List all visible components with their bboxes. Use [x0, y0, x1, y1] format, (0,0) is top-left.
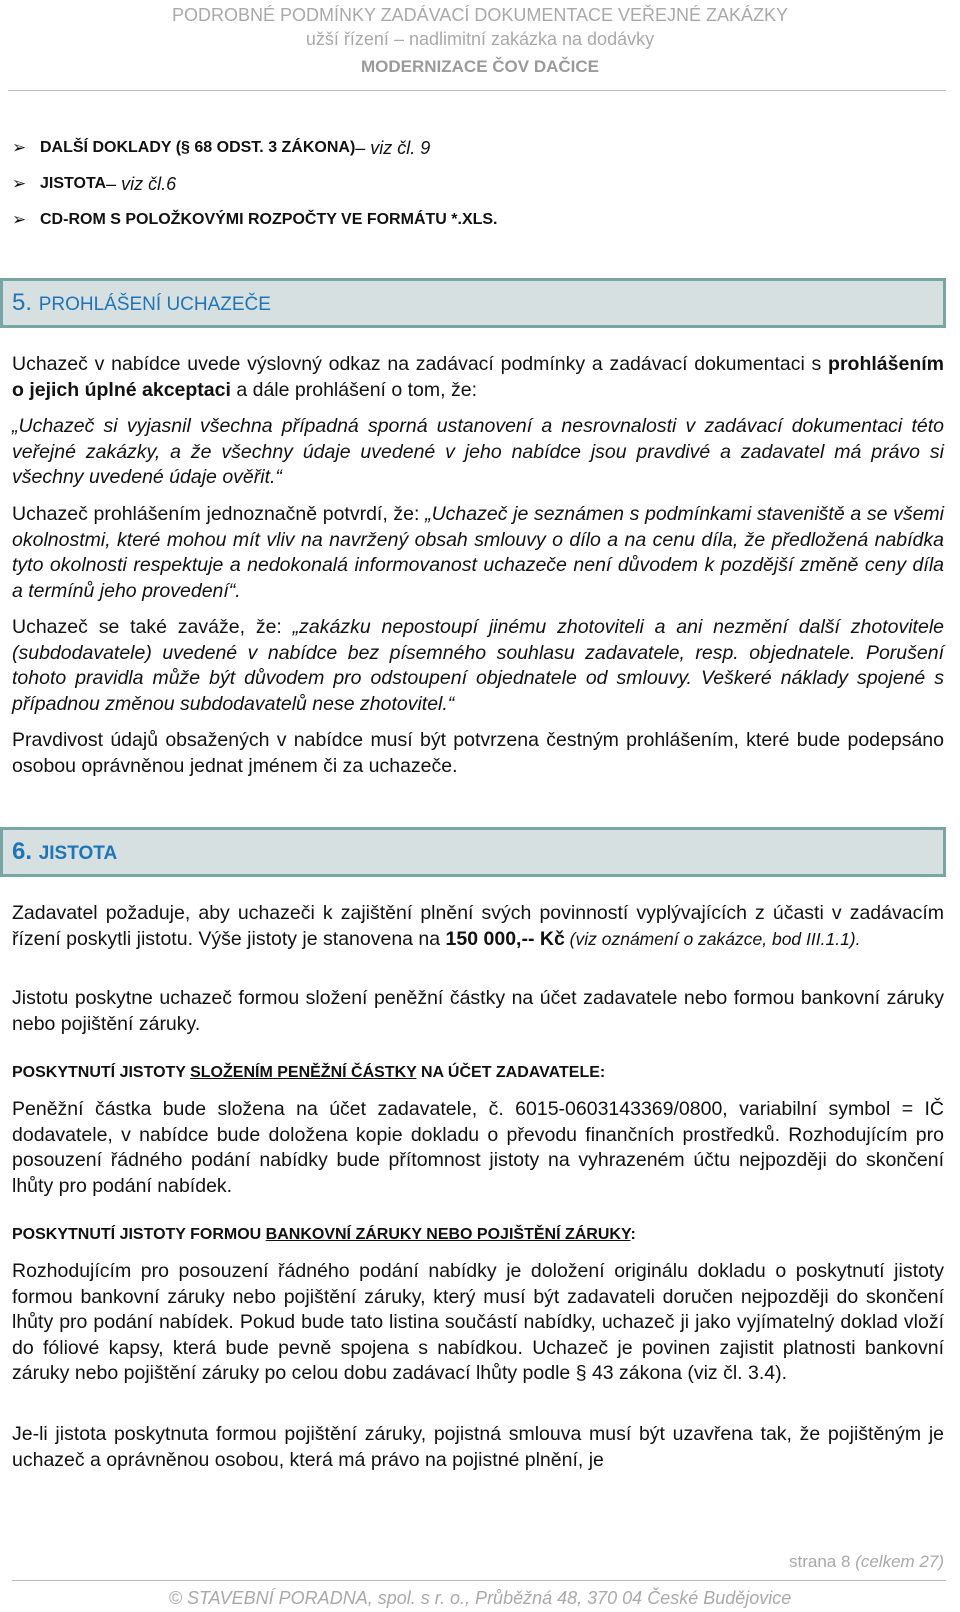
footer-rule — [12, 1580, 946, 1581]
arrow-bullet-icon: ➢ — [12, 210, 27, 229]
text-underlined: BANKOVNÍ ZÁRUKY NEBO POJIŠTĚNÍ ZÁRUKY — [265, 1226, 631, 1243]
bullet-rest: – viz čl. 9 — [355, 138, 431, 158]
subheading-bank-guarantee — [12, 1223, 944, 1247]
page-header — [0, 0, 960, 92]
text: Uchazeč prohlášením jednoznačně potvrdí, že: — [12, 503, 426, 525]
page-number — [789, 1552, 944, 1572]
text: POSKYTNUTÍ JISTOTY — [12, 1064, 191, 1081]
text: Uchazeč se také zaváže, že: — [12, 616, 293, 638]
arrow-bullet-icon: ➢ — [12, 138, 27, 157]
section-5-paragraph-5: Pravdivost údajů obsažených v nabídce musí být potvrzena čestným prohlášením, které bude podepsáno osobou oprávněnou jednat jménem či za uchazeče. — [12, 729, 944, 777]
text-bold: prohlášením o jejich úplné akceptaci — [12, 353, 944, 401]
text: POSKYTNUTÍ JISTOTY FORMOU — [12, 1226, 266, 1243]
header-project-title: MODERNIZACE ČOV DAČICE — [360, 57, 599, 76]
text: : — [630, 1226, 636, 1243]
text: Uchazeč v nabídce uvede výslovný odkaz na zadávací podmínky a zadávací dokumentaci s — [12, 353, 829, 375]
bullet-bold: CD-ROM S POLOŽKOVÝMI ROZPOČTY VE FORMÁTU *.XLS. — [40, 211, 498, 228]
page-footer: © STAVEBNÍ PORADNA, spol. s r. o., Průběžná 48, 370 04 České Budějovice — [168, 1588, 792, 1608]
page-total: (celkem 27) — [855, 1552, 944, 1571]
list-item — [12, 202, 944, 238]
bullet-rest: – viz čl.6 — [106, 174, 177, 194]
arrow-bullet-icon: ➢ — [12, 174, 27, 193]
header-rule — [8, 90, 946, 91]
text: NA ÚČET ZADAVATELE: — [416, 1064, 606, 1081]
section-6-heading — [0, 827, 946, 877]
header-line-2: užší řízení – nadlimitní zakázka na dodávky — [305, 29, 655, 49]
section-5-heading — [0, 278, 946, 328]
bullet-bold: DALŠÍ DOKLADY (§ 68 ODST. 3 ZÁKONA) — [40, 139, 356, 156]
section-5-title: PROHLÁŠENÍ UCHAZEČE — [38, 294, 271, 315]
text: a dále prohlášení o tom, že: — [230, 378, 477, 401]
section-6-paragraph-3: Peněžní částka bude složena na účet zadavatele, č. 6015-0603143369/0800, variabilní symbol = IČ dodavatele, v nabídce bude doložena kopie dokladu o převodu finančních prostředků. Rozhodujícím pro posouzení řádného podání nabídky bude přítomnost jistoty na vyhrazeném účtu nejpozději do skončení lhůty pro podání nabídek. — [12, 1098, 944, 1197]
text-underlined: SLOŽENÍM PENĚŽNÍ ČÁSTKY — [190, 1064, 417, 1081]
section-5-paragraph-3 — [12, 502, 944, 604]
text: Zadavatel požaduje, aby uchazeči k zajištění plnění svých povinností vyplývajících z účasti v zadávacím řízení poskytli jistotu. Výše jistoty je stanovena na — [12, 902, 944, 950]
section-5-paragraph-1 — [12, 352, 944, 403]
text-italic: „Uchazeč je seznámen s podmínkami staveniště a se všemi okolnostmi, které mohou mít vliv na navržený obsah smlouvy o dílo a na cenu díla, že předložená nabídka tyto okolnosti respektuje a nedokonalá informovanost uchazeče není důvodem k pozdější změně ceny díla a termínů jeho provedení“. — [12, 503, 944, 602]
section-6-paragraph-1 — [12, 901, 944, 952]
text-italic: (viz oznámení o zakázce, bod III.1.1). — [564, 928, 861, 949]
bullet-list-wrapper — [12, 130, 944, 238]
section-5-paragraph-2: „Uchazeč si vyjasnil všechna případná sporná ustanovení a nesrovnalosti v zadávací dokumentaci této veřejné zakázky, a že všechny údaje uvedené v jeho nabídce jsou pravdivé a zadavatel má právo si všechny uvedené údaje ověřit.“ — [12, 415, 944, 489]
section-6-title: JISTOTA — [38, 843, 118, 864]
text-italic: „zakázku nepostoupí jinému zhotoviteli a ani nezmění další zhotovitele (subdodavatele) uvedené v nabídce bez písemného souhlasu zadavatele, resp. objednatele. Porušení tohoto pravidla může být důvodem pro odstoupení objednatele od smlouvy. Veškeré náklady spojené s případnou změnou subdodavatelů nese zhotovitel.“ — [12, 616, 944, 715]
text-bold: 150 000,-- Kč — [445, 927, 565, 950]
section-6-paragraph-5: Je-li jistota poskytnuta formou pojištění záruky, pojistná smlouva musí být uzavřena tak, že pojištěným je uchazeč a oprávněnou osobou, která má právo na pojistné plnění, je — [12, 1423, 944, 1471]
section-6-paragraph-4: Rozhodujícím pro posouzení řádného podání nabídky je doložení originálu dokladu o poskytnutí jistoty formou bankovní záruky nebo pojištění záruky, který musí být zadavateli doručen nejpozději do skončení lhůty pro podání nabídek. Pokud bude tato listina součástí nabídky, uchazeč ji jako vyjímatelný doklad vloží do fóliové kapsy, která bude pevně spojena s nabídkou. Uchazeč je povinen zajistit platnosti bankovní záruky nebo pojištění záruky po celou dobu zadávací lhůty podle § 43 zákona (viz čl. 3.4). — [12, 1260, 944, 1385]
header-line-1: PODROBNÉ PODMÍNKY ZADÁVACÍ DOKUMENTACE VEŘEJNÉ ZAKÁZKY — [171, 5, 789, 25]
bullet-bold: JISTOTA — [40, 175, 107, 192]
section-6-paragraph-2: Jistotu poskytne uchazeč formou složení peněžní částky na účet zadavatele nebo formou bankovní záruky nebo pojištění záruky. — [12, 987, 944, 1035]
page-label: strana 8 — [789, 1552, 851, 1571]
section-5-number: 5. — [12, 289, 33, 316]
subheading-cash-deposit — [12, 1061, 944, 1085]
list-item — [12, 166, 944, 202]
list-item — [12, 130, 944, 166]
section-5-paragraph-4 — [12, 615, 944, 717]
section-6-number: 6. — [12, 838, 33, 865]
document-bullets — [12, 130, 944, 238]
